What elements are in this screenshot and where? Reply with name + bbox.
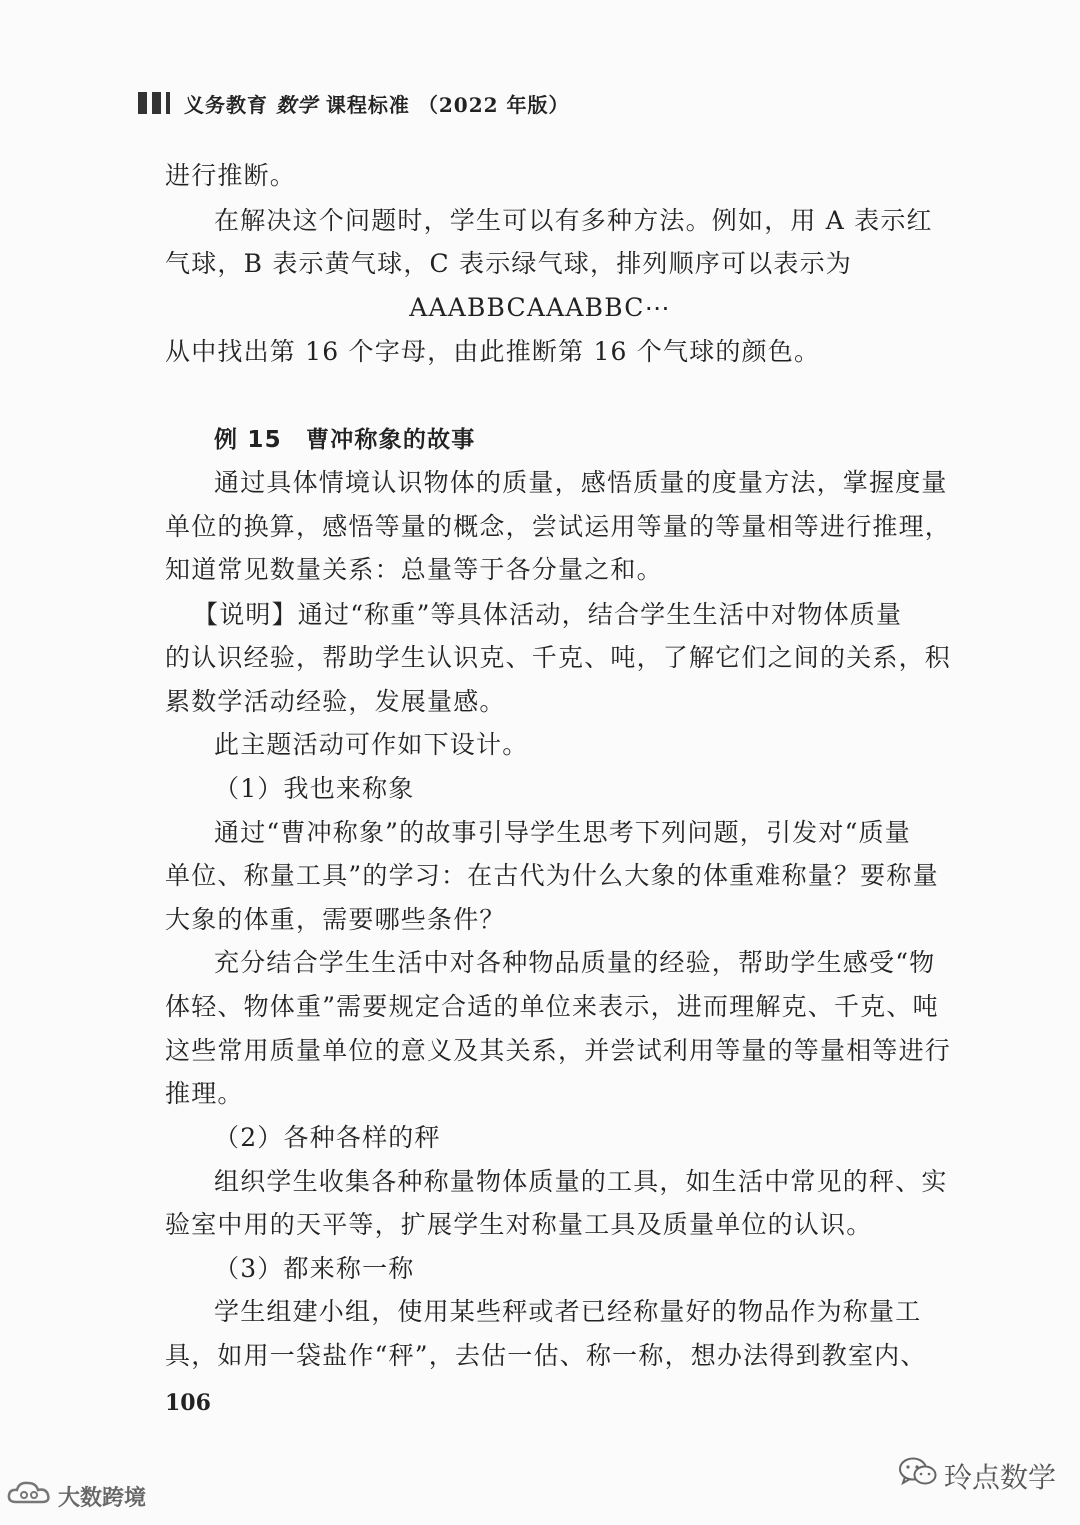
body-line: 进行推断。 bbox=[165, 161, 297, 190]
watermark-left-text: 大数跨境 bbox=[58, 1485, 147, 1511]
body-line: 【说明】通过“称重”等具体活动，结合学生生活中对物体质量 bbox=[193, 600, 903, 629]
body-line: 组织学生收集各种称量物体质量的工具，如生活中常见的秤、实 bbox=[214, 1167, 948, 1196]
body-line: 大象的体重，需要哪些条件？ bbox=[165, 905, 506, 934]
body-line: 从中找出第 16 个字母，由此推断第 16 个气球的颜色。 bbox=[165, 337, 821, 366]
body-line: 推理。 bbox=[165, 1079, 244, 1108]
watermark-right-text: 玲点数学 bbox=[944, 1460, 1057, 1494]
body-line: 知道常见数量关系：总量等于各分量之和。 bbox=[165, 555, 663, 584]
body-line: 的认识经验，帮助学生认识克、千克、吨，了解它们之间的关系，积 bbox=[165, 643, 952, 672]
body-line: 学生组建小组，使用某些秤或者已经称量好的物品作为称量工 bbox=[214, 1297, 922, 1326]
cloud-logo-icon bbox=[6, 1478, 54, 1514]
subsection-title: （3）都来称一称 bbox=[214, 1254, 415, 1283]
body-line: 具，如用一袋盐作“秤”，去估一估、称一称，想办法得到教室内、 bbox=[165, 1341, 927, 1370]
header-subject: 数学 bbox=[275, 92, 318, 117]
body-line: 单位的换算，感悟等量的概念，尝试运用等量的等量相等进行推理， bbox=[165, 512, 952, 541]
subsection-title: （2）各种各样的秤 bbox=[214, 1123, 441, 1152]
body-line: 在解决这个问题时，学生可以有多种方法。例如，用 A 表示红 bbox=[214, 206, 933, 235]
body-line: 充分结合学生生活中对各种物品质量的经验，帮助学生感受“物 bbox=[214, 948, 936, 977]
body-line: 体轻、物体重”需要规定合适的单位来表示，进而理解克、千克、吨 bbox=[165, 992, 939, 1021]
watermark-left bbox=[6, 1478, 146, 1514]
header-bars-icon bbox=[138, 92, 170, 114]
body-line: 此主题活动可作如下设计。 bbox=[214, 730, 529, 759]
body-line: 累数学活动经验，发展量感。 bbox=[165, 687, 506, 716]
body-line: 气球，B 表示黄气球，C 表示绿气球，排列顺序可以表示为 bbox=[165, 249, 852, 278]
body-line: 这些常用质量单位的意义及其关系，并尝试利用等量的等量相等进行 bbox=[165, 1036, 952, 1065]
example-heading: 例 15 曹冲称象的故事 bbox=[214, 427, 476, 453]
running-header bbox=[138, 88, 570, 118]
body-line: 单位、称量工具”的学习：在古代为什么大象的体重难称量？要称量 bbox=[165, 861, 939, 890]
body-line: 验室中用的天平等，扩展学生对称量工具及质量单位的认识。 bbox=[165, 1210, 873, 1239]
sequence-line: AAABBCAAABBC⋯ bbox=[409, 293, 671, 322]
header-title: 义务教育 数学 课程标准 （2022 年版） bbox=[184, 92, 570, 117]
body-line: 通过“曹冲称象”的故事引导学生思考下列问题，引发对“质量 bbox=[214, 818, 911, 847]
page-number: 106 bbox=[165, 1390, 211, 1416]
subsection-title: （1）我也来称象 bbox=[214, 774, 415, 803]
wechat-icon bbox=[898, 1455, 938, 1496]
body-line: 通过具体情境认识物体的质量，感悟质量的度量方法，掌握度量 bbox=[214, 468, 948, 497]
watermark-right bbox=[898, 1455, 1056, 1496]
